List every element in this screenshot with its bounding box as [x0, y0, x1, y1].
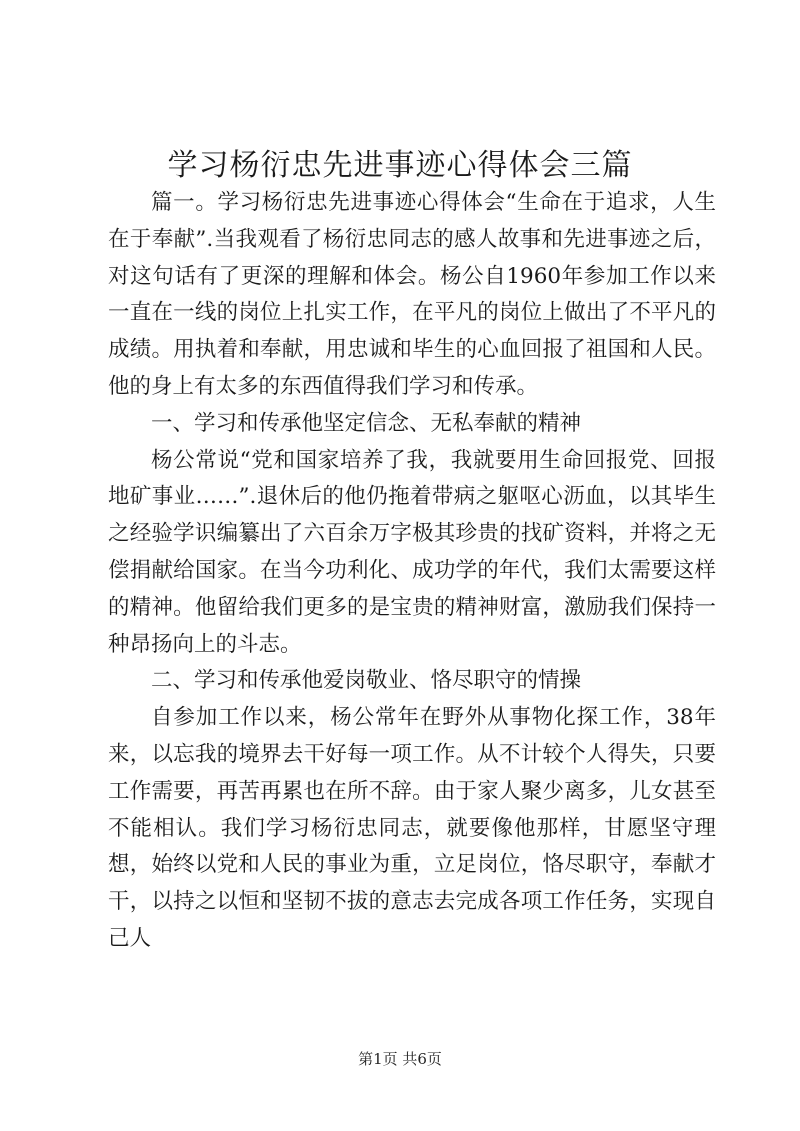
page-title: 学习杨衍忠先进事迹心得体会三篇 — [167, 148, 633, 183]
paragraph-intro: 篇一。学习杨衍忠先进事迹心得体会“生命在于追求，人生在于奉献”.当我观看了杨衍忠同志的感人故事和先进事迹之后，对这句话有了更深的理解和体会。杨公自1960年参加工作以来一直在一线的岗位上扎实工作，在平凡的岗位上做出了不平凡的成绩。用执着和奉献，用忠诚和毕生的心血回报了祖国和人民。他的身上有太多的东西值得我们学习和传承。 — [108, 190, 716, 399]
document-body — [108, 185, 716, 958]
paragraph-section-2: 自参加工作以来，杨公常年在野外从事物化探工作，38年来，以忘我的境界去干好每一项工作。从不计较个人得失，只要工作需要，再苦再累也在所不辞。由于家人聚少离多，儿女甚至不能相认。我们学习杨衍忠同志，就要像他那样，甘愿坚守理想，始终以党和人民的事业为重，立足岗位，恪尽职守，奉献才干，以持之以恒和坚韧不拔的意志去完成各项工作任务，实现自己人 — [108, 705, 716, 951]
section-heading-1: 一、学习和传承他坚定信念、无私奉献的精神 — [151, 410, 582, 436]
section-heading-2: 二、学习和传承他爱岗敬业、恪尽职守的情操 — [151, 668, 582, 694]
paragraph-section-1: 杨公常说“党和国家培养了我，我就要用生命回报党、回报地矿事业……”.退休后的他仍拖着带病之躯呕心沥血，以其毕生之经验学识编纂出了六百余万字极其珍贵的找矿资料，并将之无偿捐献给国家。在当今功利化、成功学的年代，我们太需要这样的精神。他留给我们更多的是宝贵的精神财富，激励我们保持一种昂扬向上的斗志。 — [108, 447, 716, 657]
page-number-footer: 第1页 共6页 — [358, 1050, 442, 1068]
